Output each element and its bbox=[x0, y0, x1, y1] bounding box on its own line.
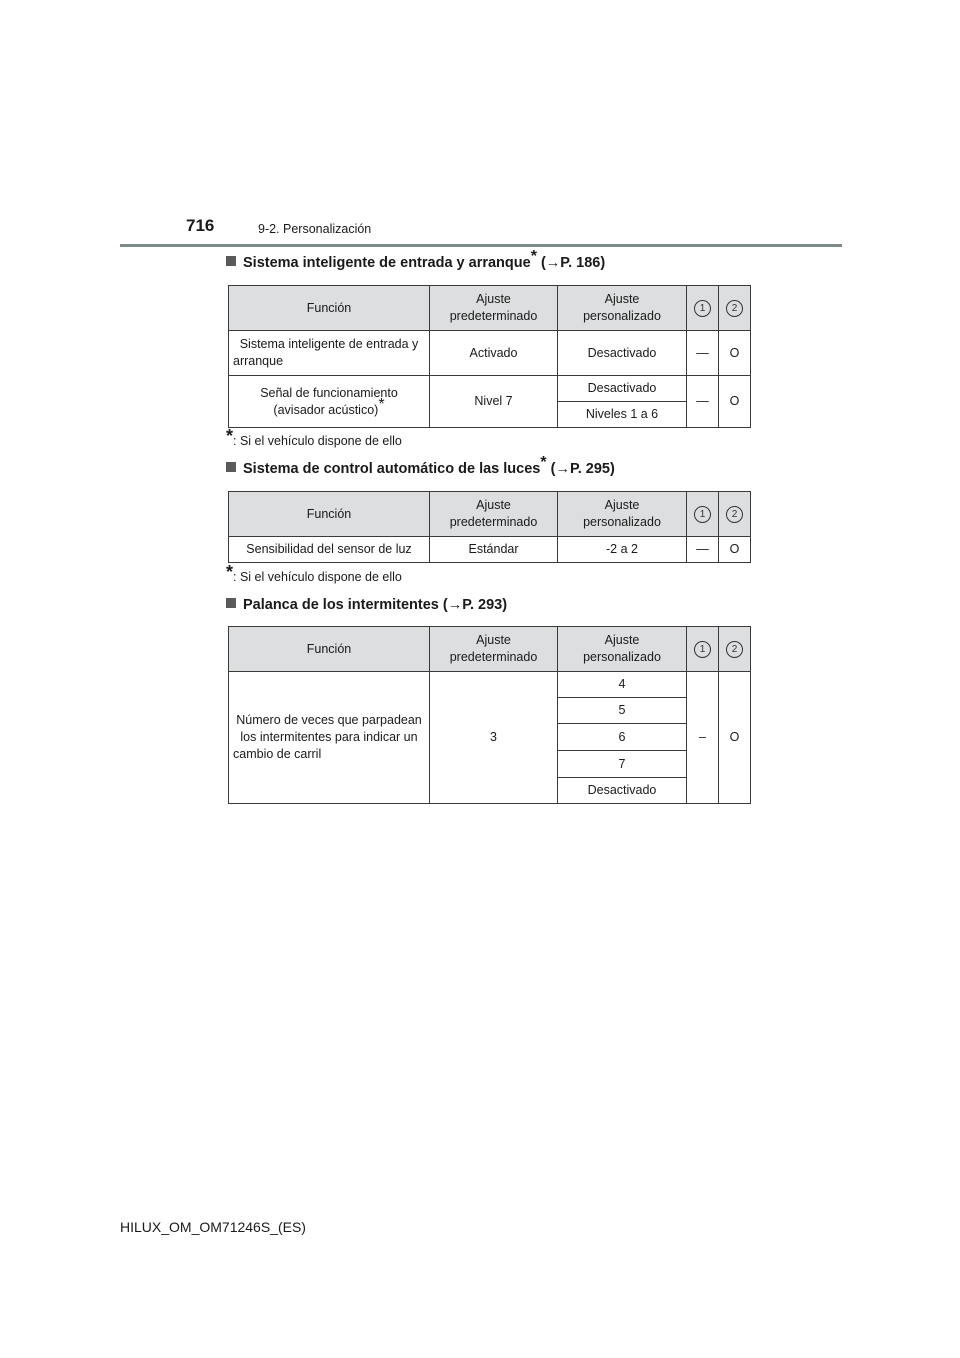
col-1 bbox=[687, 492, 719, 537]
page-number: 716 bbox=[186, 216, 215, 235]
page-reference: (→P. 295) bbox=[550, 461, 615, 477]
page-reference: (→P. 186) bbox=[540, 255, 606, 271]
table-turn-signal bbox=[228, 626, 751, 804]
page-reference: (→P. 293) bbox=[442, 597, 508, 613]
cell-pers: 4 bbox=[558, 672, 687, 698]
col-ajuste-personalizado: Ajuste personalizado bbox=[558, 492, 687, 537]
col-ajuste-personalizado: Ajuste personalizado bbox=[558, 627, 687, 672]
table-auto-lights bbox=[228, 491, 751, 563]
circled-2-icon: 2 bbox=[726, 641, 743, 658]
col-1 bbox=[687, 627, 719, 672]
col-funcion: Función bbox=[229, 492, 430, 537]
cell-pers: 7 bbox=[558, 751, 687, 778]
table-header-row bbox=[229, 286, 751, 331]
footnote: *: Si el vehículo dispone de ello bbox=[226, 562, 402, 584]
cell-funcion: Señal de funcionamiento (avisador acústico)* bbox=[229, 376, 430, 428]
table-smart-entry bbox=[228, 285, 751, 428]
cell-pers: Desactivado bbox=[558, 778, 687, 804]
cell-pers: Desactivado bbox=[558, 331, 687, 376]
cell-c1: – bbox=[687, 672, 719, 804]
col-ajuste-predeterminado: Ajuste predeterminado bbox=[430, 492, 558, 537]
col-funcion: Función bbox=[229, 627, 430, 672]
cell-pred: Activado bbox=[430, 331, 558, 376]
cell-funcion: Sistema inteligente de entrada y arranque bbox=[229, 331, 430, 376]
footnote: *: Si el vehículo dispone de ello bbox=[226, 426, 402, 448]
cell-c1: — bbox=[687, 537, 719, 563]
circled-1-icon: 1 bbox=[694, 506, 711, 523]
cell-funcion: Número de veces que parpadean los intermitentes para indicar un cambio de carril bbox=[229, 672, 430, 804]
cell-pred: Estándar bbox=[430, 537, 558, 563]
section-title-turn-signal: Palanca de los intermitentes (→P. 293) bbox=[226, 597, 507, 613]
table-header-row bbox=[229, 627, 751, 672]
footer-code: HILUX_OM_OM71246S_(ES) bbox=[120, 1219, 306, 1235]
circled-1-icon: 1 bbox=[694, 641, 711, 658]
circled-2-icon: 2 bbox=[726, 506, 743, 523]
cell-pred: Nivel 7 bbox=[430, 376, 558, 428]
section-title-smart-entry: Sistema inteligente de entrada y arranque* (→P. 186) bbox=[226, 255, 605, 271]
col-1 bbox=[687, 286, 719, 331]
table-header-row bbox=[229, 492, 751, 537]
circled-2-icon: 2 bbox=[726, 300, 743, 317]
cell-c1: — bbox=[687, 376, 719, 428]
chapter-title: 9-2. Personalización bbox=[258, 222, 372, 236]
square-bullet-icon bbox=[226, 462, 236, 472]
cell-pers: 5 bbox=[558, 698, 687, 724]
table-row bbox=[229, 376, 751, 402]
cell-pers: 6 bbox=[558, 724, 687, 751]
square-bullet-icon bbox=[226, 256, 236, 266]
col-funcion: Función bbox=[229, 286, 430, 331]
table-row bbox=[229, 672, 751, 698]
cell-c2: O bbox=[719, 331, 751, 376]
table-row bbox=[229, 537, 751, 563]
col-2 bbox=[719, 286, 751, 331]
cell-c2: O bbox=[719, 537, 751, 563]
cell-pers: -2 a 2 bbox=[558, 537, 687, 563]
col-2 bbox=[719, 492, 751, 537]
col-ajuste-predeterminado: Ajuste predeterminado bbox=[430, 627, 558, 672]
col-ajuste-personalizado: Ajuste personalizado bbox=[558, 286, 687, 331]
cell-funcion: Sensibilidad del sensor de luz bbox=[229, 537, 430, 563]
square-bullet-icon bbox=[226, 598, 236, 608]
cell-pers: Niveles 1 a 6 bbox=[558, 402, 687, 428]
table-row bbox=[229, 331, 751, 376]
circled-1-icon: 1 bbox=[694, 300, 711, 317]
cell-pers: Desactivado bbox=[558, 376, 687, 402]
col-2 bbox=[719, 627, 751, 672]
cell-c1: — bbox=[687, 331, 719, 376]
header-rule bbox=[120, 244, 842, 247]
cell-pred: 3 bbox=[430, 672, 558, 804]
section-title-auto-lights: Sistema de control automático de las luces* (→P. 295) bbox=[226, 461, 615, 477]
col-ajuste-predeterminado: Ajuste predeterminado bbox=[430, 286, 558, 331]
cell-c2: O bbox=[719, 376, 751, 428]
cell-c2: O bbox=[719, 672, 751, 804]
